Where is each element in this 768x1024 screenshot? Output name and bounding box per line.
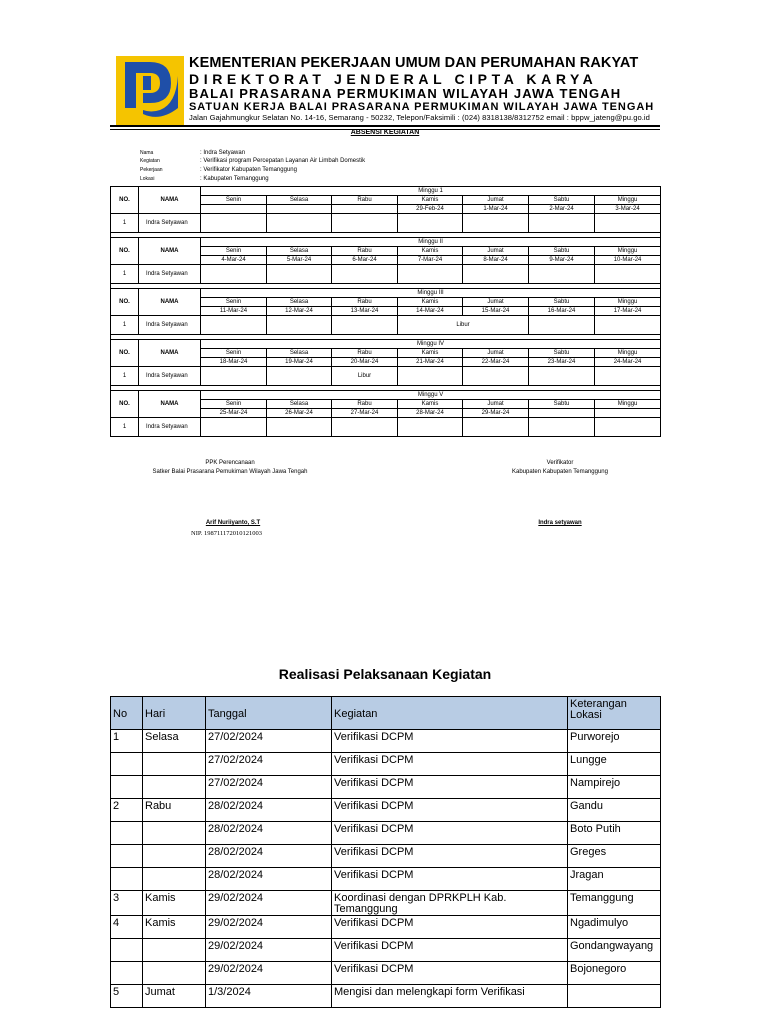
- day-label: Senin: [201, 196, 267, 205]
- realisasi-cell: 28/02/2024: [206, 845, 332, 868]
- week-header: [111, 187, 661, 196]
- realisasi-cell: [143, 845, 206, 868]
- day-label: Kamis: [398, 400, 463, 409]
- day-label: Jumat: [463, 349, 529, 358]
- date-cell: 14-Mar-24: [398, 307, 463, 316]
- realisasi-cell: Jumat: [143, 985, 206, 1008]
- week-label: Minggu III: [201, 289, 661, 298]
- day-label: Senin: [201, 349, 267, 358]
- realisasi-cell: Selasa: [143, 730, 206, 753]
- attendance-cell: [529, 367, 595, 386]
- date-cell: 2-Mar-24: [529, 205, 595, 214]
- day-label: Kamis: [398, 349, 463, 358]
- day-label: Senin: [201, 247, 267, 256]
- info-row-pekerjaan: Pekerjaan : Verifikator Kabupaten Temanggung: [140, 167, 297, 173]
- attendance-cell: [267, 367, 332, 386]
- signature-left-nip: NIP. 198711172010121003: [191, 530, 263, 537]
- realisasi-cell: [111, 776, 143, 799]
- week-header: [111, 340, 661, 349]
- attendance-cell: [529, 418, 595, 437]
- col-nama-header: NAMA: [139, 289, 201, 316]
- realisasi-header-cell: Hari: [143, 697, 206, 730]
- date-cell: 15-Mar-24: [463, 307, 529, 316]
- day-label: Rabu: [332, 349, 398, 358]
- realisasi-cell: Verifikasi DCPM: [332, 822, 568, 845]
- day-label: Rabu: [332, 298, 398, 307]
- date-cell: 18-Mar-24: [201, 358, 267, 367]
- row-name: Indra Setyawan: [139, 418, 201, 437]
- realisasi-row: [111, 799, 661, 822]
- row-name: Indra Setyawan: [139, 367, 201, 386]
- date-cell: [332, 205, 398, 214]
- realisasi-cell: 29/02/2024: [206, 891, 332, 916]
- realisasi-cell: [143, 753, 206, 776]
- realisasi-cell: Verifikasi DCPM: [332, 845, 568, 868]
- attendance-cell: [201, 367, 267, 386]
- realisasi-cell: Mengisi dan melengkapi form Verifikasi: [332, 985, 568, 1008]
- realisasi-cell: Verifikasi DCPM: [332, 939, 568, 962]
- week-label: Minggu 1: [201, 187, 661, 196]
- row-no: 1: [111, 316, 139, 335]
- date-cell: 4-Mar-24: [201, 256, 267, 265]
- realisasi-cell: 27/02/2024: [206, 776, 332, 799]
- realisasi-cell: 27/02/2024: [206, 730, 332, 753]
- date-cell: 19-Mar-24: [267, 358, 332, 367]
- realisasi-row: [111, 868, 661, 891]
- realisasi-row: [111, 845, 661, 868]
- realisasi-cell: 28/02/2024: [206, 822, 332, 845]
- realisasi-cell: Kamis: [143, 916, 206, 939]
- letterhead-address: Jalan Gajahmungkur Selatan No. 14-16, Semarang - 50232, Telepon/Faksimili : (024) 8318138/8312752 email : bppw_jateng@pu.go.id: [189, 113, 650, 122]
- day-label: Minggu: [595, 400, 661, 409]
- realisasi-row: [111, 939, 661, 962]
- attendance-cell: [201, 316, 267, 335]
- day-label: Selasa: [267, 298, 332, 307]
- col-no-header: NO.: [111, 187, 139, 214]
- realisasi-cell: Verifikasi DCPM: [332, 868, 568, 891]
- attendance-cell: [201, 265, 267, 284]
- day-label: Selasa: [267, 400, 332, 409]
- attendance-cell: [595, 265, 661, 284]
- attendance-table: [110, 186, 661, 437]
- realisasi-cell: Gandu: [568, 799, 661, 822]
- date-cell: 27-Mar-24: [332, 409, 398, 418]
- date-cell: [267, 205, 332, 214]
- realisasi-cell: Ngadimulyo: [568, 916, 661, 939]
- realisasi-cell: Verifikasi DCPM: [332, 962, 568, 985]
- attendance-cell: [595, 418, 661, 437]
- day-label: Selasa: [267, 247, 332, 256]
- attendance-cell: [595, 367, 661, 386]
- date-cell: 21-Mar-24: [398, 358, 463, 367]
- day-label: Sabtu: [529, 247, 595, 256]
- date-cell: [595, 409, 661, 418]
- date-cell: 8-Mar-24: [463, 256, 529, 265]
- week-label: Minggu II: [201, 238, 661, 247]
- realisasi-cell: Lungge: [568, 753, 661, 776]
- realisasi-cell: Nampirejo: [568, 776, 661, 799]
- signature-left-role: PPK Perencanaan: [205, 460, 255, 466]
- realisasi-row: [111, 985, 661, 1008]
- realisasi-cell: [143, 939, 206, 962]
- col-no-header: NO.: [111, 238, 139, 265]
- realisasi-cell: [143, 868, 206, 891]
- realisasi-cell: Purworejo: [568, 730, 661, 753]
- col-no-header: NO.: [111, 289, 139, 316]
- day-label: Jumat: [463, 400, 529, 409]
- realisasi-cell: 29/02/2024: [206, 962, 332, 985]
- day-label: Sabtu: [529, 349, 595, 358]
- realisasi-cell: Verifikasi DCPM: [332, 916, 568, 939]
- date-cell: 26-Mar-24: [267, 409, 332, 418]
- attendance-cell: [332, 214, 398, 233]
- row-no: 1: [111, 367, 139, 386]
- realisasi-cell: Bojonegoro: [568, 962, 661, 985]
- attendance-row: [111, 418, 661, 437]
- letterhead-ministry: KEMENTERIAN PEKERJAAN UMUM DAN PERUMAHAN RAKYAT: [189, 55, 639, 71]
- day-label: Rabu: [332, 400, 398, 409]
- attendance-cell: [463, 367, 529, 386]
- realisasi-cell: Gondangwayang: [568, 939, 661, 962]
- attendance-cell: [529, 214, 595, 233]
- attendance-cell: [332, 265, 398, 284]
- date-cell: [529, 409, 595, 418]
- realisasi-cell: [111, 753, 143, 776]
- pu-logo-icon: [116, 56, 184, 126]
- realisasi-header-cell: No: [111, 697, 143, 730]
- attendance-cell: [463, 418, 529, 437]
- day-label: Jumat: [463, 247, 529, 256]
- day-label: Kamis: [398, 298, 463, 307]
- realisasi-row: [111, 753, 661, 776]
- attendance-cell: [267, 316, 332, 335]
- attendance-row: [111, 367, 661, 386]
- realisasi-header-row: [111, 697, 661, 730]
- realisasi-cell: [143, 776, 206, 799]
- letterhead-directorate: DIREKTORAT JENDERAL CIPTA KARYA: [189, 71, 598, 87]
- realisasi-row: [111, 916, 661, 939]
- date-cell: 12-Mar-24: [267, 307, 332, 316]
- date-cell: 24-Mar-24: [595, 358, 661, 367]
- realisasi-cell: 3: [111, 891, 143, 916]
- week-header: [111, 289, 661, 298]
- realisasi-header-cell: Tanggal: [206, 697, 332, 730]
- realisasi-cell: 4: [111, 916, 143, 939]
- realisasi-cell: 29/02/2024: [206, 939, 332, 962]
- day-label: Sabtu: [529, 196, 595, 205]
- day-label: Sabtu: [529, 298, 595, 307]
- col-nama-header: NAMA: [139, 238, 201, 265]
- realisasi-row: [111, 776, 661, 799]
- date-cell: 11-Mar-24: [201, 307, 267, 316]
- realisasi-cell: 27/02/2024: [206, 753, 332, 776]
- date-cell: 16-Mar-24: [529, 307, 595, 316]
- realisasi-cell: [111, 822, 143, 845]
- attendance-cell: [201, 214, 267, 233]
- letterhead-satker: SATUAN KERJA BALAI PRASARANA PERMUKIMAN WILAYAH JAWA TENGAH: [189, 101, 655, 113]
- date-cell: 25-Mar-24: [201, 409, 267, 418]
- week-label: Minggu IV: [201, 340, 661, 349]
- realisasi-cell: Greges: [568, 845, 661, 868]
- day-label: Kamis: [398, 196, 463, 205]
- day-label: Jumat: [463, 196, 529, 205]
- letterhead-rule: [110, 125, 660, 127]
- date-cell: 3-Mar-24: [595, 205, 661, 214]
- realisasi-cell: Koordinasi dengan DPRKPLH Kab. Temanggung: [332, 891, 568, 916]
- col-nama-header: NAMA: [139, 391, 201, 418]
- date-cell: 22-Mar-24: [463, 358, 529, 367]
- attendance-cell: [398, 367, 463, 386]
- info-row-kegiatan: Kegiatan : Verifikasi program Percepatan Layanan Air Limbah Domestik: [140, 158, 366, 164]
- realisasi-header-cell: Kegiatan: [332, 697, 568, 730]
- date-cell: 10-Mar-24: [595, 256, 661, 265]
- date-cell: 1-Mar-24: [463, 205, 529, 214]
- date-cell: [201, 205, 267, 214]
- realisasi-cell: [143, 962, 206, 985]
- realisasi-header-cell: Keterangan Lokasi: [568, 697, 661, 730]
- week-header: [111, 391, 661, 400]
- day-label: Senin: [201, 298, 267, 307]
- realisasi-cell: Verifikasi DCPM: [332, 799, 568, 822]
- date-cell: 5-Mar-24: [267, 256, 332, 265]
- day-label: Senin: [201, 400, 267, 409]
- day-label: Jumat: [463, 298, 529, 307]
- signature-right-org: Kabupaten Kabupaten Temanggung: [512, 469, 608, 475]
- realisasi-cell: Boto Putih: [568, 822, 661, 845]
- date-cell: 28-Mar-24: [398, 409, 463, 418]
- col-no-header: NO.: [111, 340, 139, 367]
- info-row-nama: Nama : Indra Setyawan: [140, 150, 246, 156]
- realisasi-title: Realisasi Pelaksanaan Kegiatan: [278, 666, 492, 682]
- date-cell: 20-Mar-24: [332, 358, 398, 367]
- realisasi-row: [111, 822, 661, 845]
- document-title: ABSENSI KEGIATAN: [350, 129, 420, 136]
- attendance-cell: [529, 265, 595, 284]
- attendance-cell: [267, 265, 332, 284]
- realisasi-cell: [143, 822, 206, 845]
- date-cell: 17-Mar-24: [595, 307, 661, 316]
- attendance-cell: [332, 316, 398, 335]
- realisasi-cell: [111, 939, 143, 962]
- attendance-cell: [463, 265, 529, 284]
- signature-left-org: Satker Balai Prasarana Pemukiman Wilayah Jawa Tengah: [152, 469, 308, 475]
- realisasi-cell: Jragan: [568, 868, 661, 891]
- week-label: Minggu V: [201, 391, 661, 400]
- realisasi-cell: 28/02/2024: [206, 799, 332, 822]
- day-label: Rabu: [332, 196, 398, 205]
- date-cell: 9-Mar-24: [529, 256, 595, 265]
- realisasi-cell: [111, 962, 143, 985]
- realisasi-cell: 2: [111, 799, 143, 822]
- row-no: 1: [111, 265, 139, 284]
- attendance-cell: [595, 214, 661, 233]
- signature-right-role: Verifikator: [546, 460, 574, 466]
- realisasi-cell: 1: [111, 730, 143, 753]
- signature-left-name: Arif Nuriiyanto, S.T: [205, 520, 261, 526]
- day-label: Kamis: [398, 247, 463, 256]
- realisasi-cell: 28/02/2024: [206, 868, 332, 891]
- row-name: Indra Setyawan: [139, 316, 201, 335]
- col-nama-header: NAMA: [139, 340, 201, 367]
- info-row-lokasi: Lokasi : Kabupaten Temanggung: [140, 176, 269, 182]
- date-cell: 23-Mar-24: [529, 358, 595, 367]
- col-nama-header: NAMA: [139, 187, 201, 214]
- row-no: 1: [111, 418, 139, 437]
- attendance-cell: [332, 418, 398, 437]
- date-cell: 29-Feb-24: [398, 205, 463, 214]
- date-cell: 7-Mar-24: [398, 256, 463, 265]
- realisasi-cell: 1/3/2024: [206, 985, 332, 1008]
- date-cell: 29-Mar-24: [463, 409, 529, 418]
- row-no: 1: [111, 214, 139, 233]
- date-cell: 6-Mar-24: [332, 256, 398, 265]
- realisasi-cell: Verifikasi DCPM: [332, 776, 568, 799]
- day-label: Rabu: [332, 247, 398, 256]
- realisasi-cell: Temanggung: [568, 891, 661, 916]
- attendance-cell: [201, 418, 267, 437]
- realisasi-cell: 29/02/2024: [206, 916, 332, 939]
- day-label: Selasa: [267, 196, 332, 205]
- letterhead-balai: BALAI PRASARANA PERMUKIMAN WILAYAH JAWA TENGAH: [189, 86, 622, 101]
- day-label: Sabtu: [529, 400, 595, 409]
- attendance-cell: [398, 214, 463, 233]
- attendance-row: [111, 316, 661, 335]
- realisasi-row: [111, 891, 661, 916]
- attendance-row: [111, 265, 661, 284]
- realisasi-cell: Verifikasi DCPM: [332, 730, 568, 753]
- realisasi-cell: Rabu: [143, 799, 206, 822]
- holiday-note: Libur: [332, 367, 398, 386]
- realisasi-cell: Kamis: [143, 891, 206, 916]
- signature-right-name: Indra setyawan: [538, 520, 582, 526]
- row-name: Indra Setyawan: [139, 265, 201, 284]
- attendance-cell: [595, 316, 661, 335]
- col-no-header: NO.: [111, 391, 139, 418]
- week-header: [111, 238, 661, 247]
- attendance-cell: [398, 418, 463, 437]
- realisasi-cell: [568, 985, 661, 1008]
- realisasi-cell: Verifikasi DCPM: [332, 753, 568, 776]
- realisasi-row: [111, 962, 661, 985]
- day-label: Minggu: [595, 247, 661, 256]
- date-cell: 13-Mar-24: [332, 307, 398, 316]
- attendance-row: [111, 214, 661, 233]
- day-label: Minggu: [595, 196, 661, 205]
- realisasi-cell: [111, 845, 143, 868]
- attendance-cell: [267, 214, 332, 233]
- row-name: Indra Setyawan: [139, 214, 201, 233]
- day-label: Selasa: [267, 349, 332, 358]
- realisasi-cell: 5: [111, 985, 143, 1008]
- holiday-note: Libur: [398, 316, 529, 335]
- realisasi-cell: [111, 868, 143, 891]
- attendance-cell: [398, 265, 463, 284]
- attendance-cell: [267, 418, 332, 437]
- realisasi-table: [110, 696, 661, 1008]
- day-label: Minggu: [595, 349, 661, 358]
- day-label: Minggu: [595, 298, 661, 307]
- attendance-cell: [463, 214, 529, 233]
- realisasi-row: [111, 730, 661, 753]
- attendance-cell: [529, 316, 595, 335]
